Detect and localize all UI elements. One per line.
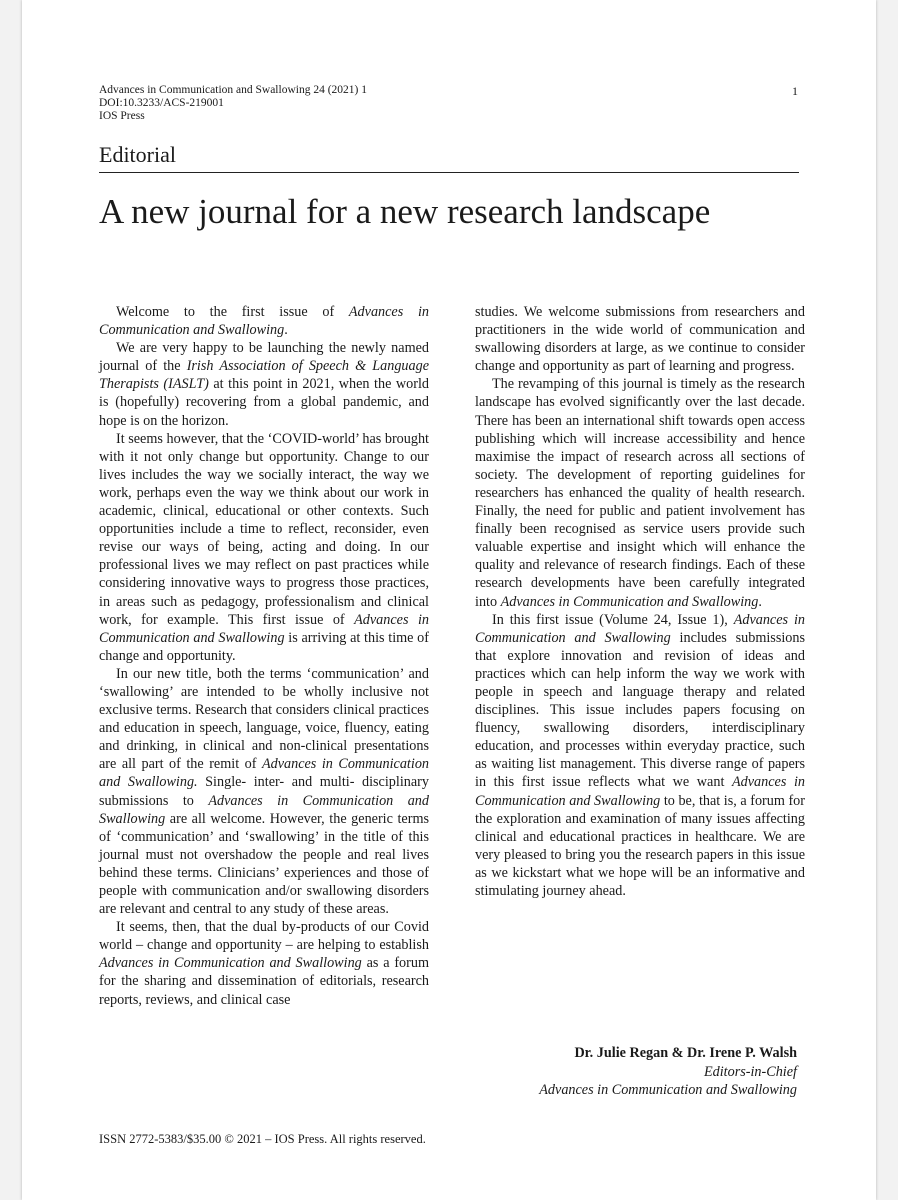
journal-name: Advances in Communication and Swallowing xyxy=(99,955,362,972)
section-divider xyxy=(99,172,799,173)
journal-name: Advances in Communication and Swallowing xyxy=(475,774,805,809)
copyright-footer: ISSN 2772-5383/$35.00 © 2021 – IOS Press. All rights reserved. xyxy=(99,1132,426,1146)
editor-role: Editors-in-Chief xyxy=(703,1063,797,1080)
text-span: It seems, then, that the dual by-products of our Covid world – change and opportunity – are helping to establish xyxy=(99,919,429,954)
text-span: . xyxy=(758,593,762,610)
text-span: It seems however, that the ‘COVID-world’ has brought with it not only change but opportunity. Change to our lives includes the way we socially interact, the way we work, perhaps even the way we think about our work in academic, clinical, educational or other contexts. Such opportunities include a time to reflect, reconsider, even revise our ways of being, acting and doing. In our professional lives we may reflect on past practices while considering innovative ways to progress those practices, in areas such as pedagogy, professionalism and clinical work, for example. This first issue of xyxy=(99,430,429,628)
section-label: Editorial xyxy=(99,142,176,167)
text-span: In our new title, both the terms ‘communication’ and ‘swallowing’ are intended to be wholly inclusive not exclusive terms. Research that considers clinical practices and education in speech, language, voice, fluency, eating and drinking, in clinical and non-clinical presentations are all part of the remit of xyxy=(99,665,429,773)
page-number: 1 xyxy=(792,84,798,98)
right-column xyxy=(475,303,805,900)
signature-block xyxy=(475,1044,797,1100)
paragraph: studies. We welcome submissions from researchers and practitioners in the wide world of communication and swallowing disorders at large, as we continue to consider change and opportunity as part of learning and progress. xyxy=(475,304,805,375)
running-header xyxy=(99,84,367,123)
text-span: In this first issue (Volume 24, Issue 1), xyxy=(492,611,734,628)
editor-names: Dr. Julie Regan & Dr. Irene P. Walsh xyxy=(574,1045,797,1061)
text-span: as a forum for the sharing and dissemination of editorials, research reports, reviews, and clinical case xyxy=(99,955,429,1008)
paragraph xyxy=(99,918,429,1008)
journal-citation: Advances in Communication and Swallowing 24 (2021) 1 xyxy=(99,84,367,96)
paragraph xyxy=(99,303,429,339)
left-column xyxy=(99,303,429,1009)
paragraph xyxy=(99,339,429,429)
organization-name: Irish Association of Speech & Language Therapists (IASLT) xyxy=(99,358,429,393)
publisher: IOS Press xyxy=(99,110,145,122)
text-span: The revamping of this journal is timely as the research landscape has evolved significantly over the last decade. There has been an international shift towards open access publishing which will increase accessibility and hence maximise the impact of research across all sections of society. The development of reporting guidelines for researchers has enhanced the quality of health research. Finally, the need for public and patient involvement has finally been recognised as service users provide such valuable expertise and insight which will enhance the quality and relevance of research findings. Each of these research developments have been carefully integrated into xyxy=(475,376,805,610)
text-span: includes submissions that explore innovation and revision of ideas and practices which can help inform the way we work with people in speech and language therapy and related disciplines. This issue includes papers focusing on fluency, swallowing disorders, interdisciplinary education, and processes within everyday practice, such as waiting list management. This diverse range of papers in this first issue reflects what we want xyxy=(475,629,805,791)
text-span: Welcome to the first issue of xyxy=(116,304,349,320)
text-span: is arriving at this time of change and opportunity. xyxy=(99,629,430,664)
text-span: at this point in 2021, when the world is (hopefully) recovering from a global pandemic, and hope is on the horizon. xyxy=(99,376,429,429)
document-page xyxy=(22,0,876,1200)
journal-name: Advances in Communication and Swallowing xyxy=(99,611,429,646)
text-span: . xyxy=(284,322,288,339)
signature-journal: Advances in Communication and Swallowing xyxy=(539,1082,797,1098)
journal-name: Advances in Communication and Swallowing xyxy=(99,304,429,339)
journal-name: Advances in Communication and Swallowing xyxy=(500,593,759,610)
text-span: Single- inter- and multi- disciplinary submissions to xyxy=(99,774,429,809)
text-span: to be, that is, a forum for the exploration and examination of many issues affecting clinical and educational practices in healthcare. We are very pleased to bring you the research papers in this issue as we kickstart what we hope will be an informative and stimulating journey ahead. xyxy=(475,792,806,899)
paragraph xyxy=(99,430,429,665)
journal-name: Advances in Communication and Swallowing xyxy=(475,611,805,646)
paragraph xyxy=(99,665,429,918)
paragraph xyxy=(475,611,805,901)
article-title: A new journal for a new research landscape xyxy=(99,192,711,231)
doi: DOI:10.3233/ACS-219001 xyxy=(99,97,224,109)
journal-name: Advances in Communication and Swallowing xyxy=(99,792,429,827)
text-span: are all welcome. However, the generic terms of ‘communication’ and ‘swallowing’ in the title of this journal must not overshadow the people and real lives behind these terms. Clinicians’ experiences and those of people with communication and/or swallowing disorders are relevant and central to any study of these areas. xyxy=(99,810,429,918)
journal-name: Advances in Communication and Swallowing. xyxy=(99,756,430,791)
text-span: We are very happy to be launching the newly named journal of the xyxy=(99,340,429,375)
paragraph xyxy=(475,375,805,610)
